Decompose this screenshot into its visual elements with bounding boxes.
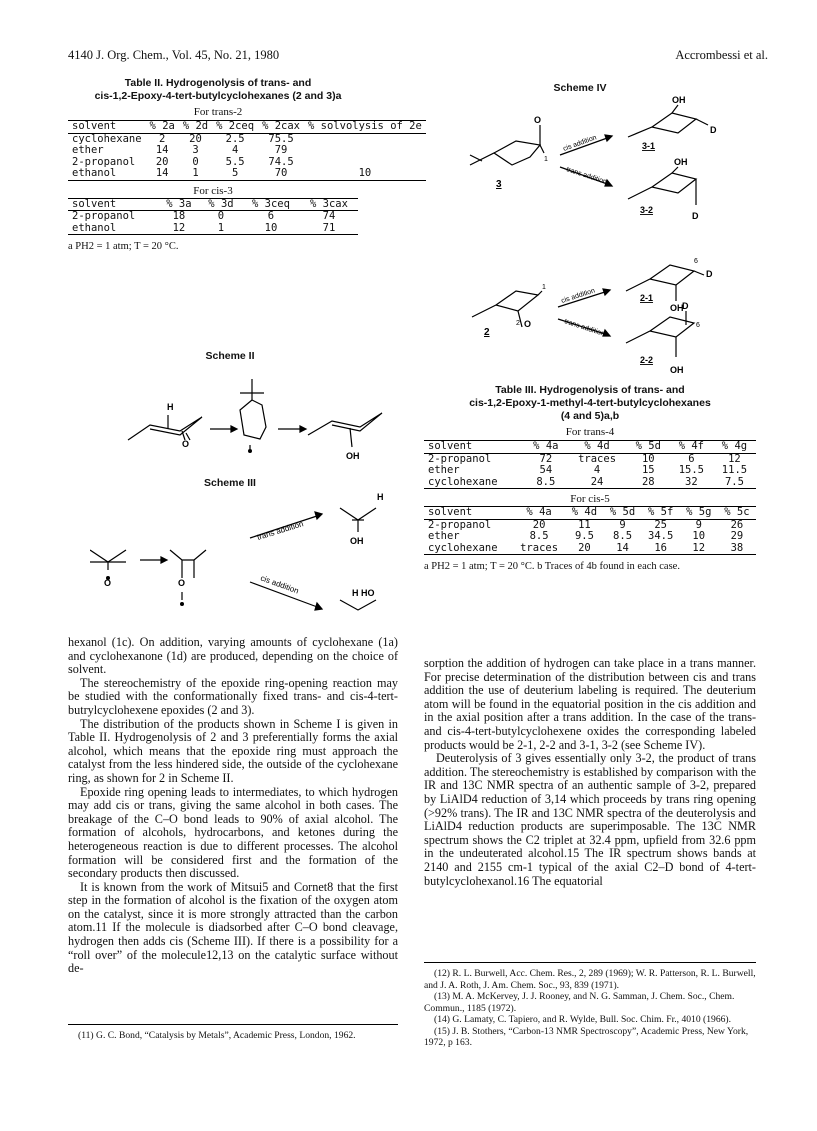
scheme-4-compound-2: 2: [484, 327, 490, 338]
table-3-trans-header-cell: % 5d: [627, 441, 670, 454]
table-2-trans-cell: 75.5: [268, 132, 294, 145]
scheme-4-trans-addition-1: trans addition: [565, 166, 608, 186]
table-3-cis-cell: cyclohexane: [424, 543, 513, 555]
scheme-4-d-label-22: D: [682, 301, 689, 311]
table-2-cis-cell: ethanol: [68, 223, 158, 235]
table-2-trans-cell: ethanol: [68, 168, 146, 180]
table-2-cis-header-cell: solvent: [68, 198, 158, 211]
table-3-trans-cell: 24: [567, 477, 626, 489]
table-2-cis-cell: 2-propanol: [72, 210, 136, 222]
table-3-cis-cell: 20: [565, 543, 603, 555]
table-3-trans-cell: 11.5: [721, 464, 748, 476]
left-paragraph-1: hexanol (1c). On addition, varying amounts of cyclohexane (1a) and cyclohexanone (1d) are produced, depending on the choice of solvent.: [68, 635, 398, 677]
table-3-caption-line1: Table III. Hydrogenolysis of trans- and: [495, 384, 685, 396]
table-3-trans-cell: 4: [593, 464, 601, 476]
table-2-trans-cell: [304, 133, 426, 145]
table-3-trans-cell: 54: [539, 464, 553, 476]
table-2-caption-line1: Table II. Hydrogenolysis of trans- and: [124, 77, 312, 89]
table-3-trans-cell: 2-propanol: [428, 452, 492, 465]
table-2-trans-row: [68, 145, 426, 157]
table-2-cis-cell: 10: [242, 223, 300, 235]
scheme-4-oh-label-31: OH: [672, 95, 686, 105]
authors: Accrombessi et al.: [675, 48, 768, 62]
table-3-cis-cell: 10: [692, 530, 706, 542]
table-2-cis-cell: 71: [300, 223, 358, 235]
table-2-cis-header-cell: % 3cax: [300, 198, 358, 211]
scheme-4-compound-2-1: 2-1: [640, 293, 654, 303]
table-2-trans-row: [68, 168, 426, 180]
scheme-2-o-label: O: [182, 439, 190, 449]
table-2: [68, 77, 422, 253]
table-3-cis-cell: 26: [730, 518, 744, 531]
scheme-3-h-label: H: [377, 492, 384, 502]
scheme-4-diagram: [460, 95, 760, 380]
left-paragraph-3: The distribution of the products shown in Scheme I is given in Table II. Hydrogenolysis of 2 and 3 preferentially forms the axial alcohol, which means that the epoxide ring must approach the catalyst from the less hindered side, the outside of the cyclohexane ring, as shown for 2 in Scheme II.: [68, 716, 398, 785]
table-2-trans-cell: 1: [179, 168, 212, 180]
table-3-cis-cell: 29: [730, 530, 744, 542]
table-3-trans-header-row: [424, 441, 756, 454]
table-2-trans-header-cell: % 2a: [146, 121, 179, 134]
table-2-trans-cell: 2: [159, 132, 166, 145]
table-3-trans-header-cell: % 4d: [567, 441, 626, 454]
right-paragraph-2: Deuterolysis of 3 gives essentially only 3-2, the product of trans addition. The stereochemistry is established by comparison with the IR and 13C NMR spectra of an authentic sample of 3-2, prepared by LiAlD4 reduction of 3,14 which proceeds by trans ring opening (>92% trans). The IR and 13C NMR spectra of the deuterolysis and LiAlD4 reduction products are superimposable. The 13C NMR spectrum shows the C2 triplet at 32.4 ppm, upfield from 32.6 ppm in the undeuterated alcohol.15 The IR spectrum shows bands at 2140 and 2155 cm-1 typical of the axial C2–D bond of 4-tert-butylcyclohexanol.16 The equatorial: [424, 751, 756, 888]
table-2-trans-cell: 3: [192, 144, 199, 156]
scheme-4-d-label-32: D: [692, 211, 699, 221]
table-2-trans-cell: cyclohexane: [72, 132, 142, 145]
table-3: [424, 384, 756, 573]
footnote-15: (15) J. B. Stothers, “Carbon-13 NMR Spectroscopy”, Academic Press, New York, 1972, p 163.: [424, 1025, 749, 1048]
table-2-cis-row: [68, 223, 358, 235]
table-2-trans-header-cell: % 2d: [179, 121, 212, 134]
table-3-cis-cell: 12: [680, 543, 718, 555]
table-3-trans-header-cell: % 4a: [524, 441, 567, 454]
table-2-trans-cell: 0: [192, 155, 199, 168]
scheme-4-compound-3: 3: [496, 179, 502, 190]
scheme-4-oh-label-32: OH: [674, 157, 688, 167]
scheme-2-h-label: H: [167, 402, 174, 412]
table-2-caption-line2: cis-1,2-Epoxy-4-tert-butylcyclohexanes (2 and 3)a: [94, 90, 342, 102]
table-3-trans-cell: ether: [428, 464, 460, 476]
right-paragraph-1: sorption the addition of hydrogen can take place in a trans manner. For precise determination of the distribution between cis and trans addition the use of deuterium labeling is required. The deuterium atom will be found in the equatorial position in the cis addition and in the axial position after a trans addition. In the case of the trans- and cis-4-tert-butylcyclohexene oxides the corresponding labeled products would be 2-1, 2-2 and 3-1, 3-2 (see Scheme IV).: [424, 656, 756, 752]
scheme-4-o-label-2: O: [524, 319, 532, 329]
table-3-trans-label: For trans-4: [565, 426, 615, 438]
left-paragraph-5: It is known from the work of Mitsui5 and Cornet8 that the first step in the formation of alcohol is the fixation of the oxygen atom on the catalyst, since it is more strongly attracted than the carbon atom.11 If the molecule is diadsorbed after C–O bond cleavage, hydrogen then adds cis (Scheme III). If there is a possibility for a “roll over” of the molecule12,13 on the catalytic surface without de-: [68, 879, 398, 976]
table-2-trans-cell: 10: [304, 168, 426, 180]
scheme-4-cis-addition-1: cis addition: [562, 134, 598, 153]
table-2-cis-cell: 18: [172, 210, 186, 222]
table-3-caption-line2: cis-1,2-Epoxy-1-methyl-4-tert-butylcyclohexanes: [469, 397, 711, 409]
table-2-footnote: a PH2 = 1 atm; T = 20 °C.: [68, 241, 179, 252]
table-2-cis-row: [68, 211, 358, 223]
table-3-cis-header-cell: % 4a: [513, 507, 566, 520]
scheme-4-num-6b: 6: [696, 322, 700, 329]
scheme-4-oh-label-21: OH: [670, 303, 684, 313]
table-2-trans-cell: 74.5: [268, 155, 294, 168]
table-2-trans-cell: ether: [72, 144, 104, 156]
table-3-trans-cell: 72: [539, 452, 553, 465]
scheme-4-compound-2-2: 2-2: [640, 355, 654, 365]
scheme-2-diagram: [110, 365, 390, 475]
table-2-trans-cell: 4: [231, 144, 239, 156]
table-2-cis-header-cell: % 3ceq: [242, 198, 300, 211]
table-2-trans-header-cell: % 2cax: [258, 121, 304, 134]
table-3-cis-header-row: [424, 507, 756, 520]
footnote-14: (14) G. Lamaty, C. Tapiero, and R. Wylde, Bull. Soc. Chim. Fr., 4010 (1966).: [434, 1014, 732, 1025]
table-3-cis-cell: 8.5: [613, 530, 633, 542]
table-3-cis-cell: 8.5: [529, 530, 549, 542]
table-2-trans-cell: 20: [155, 155, 169, 168]
table-3-trans-cell: 12: [728, 452, 741, 465]
footnote-13: (13) M. A. McKervey, J. J. Rooney, and N. G. Samman, J. Chem. Soc., Chem. Commun., 1185 (1972).: [424, 991, 735, 1014]
table-2-trans-cell: 20: [189, 132, 202, 145]
table-3-cis-cell: 11: [578, 518, 591, 531]
table-3-cis-cell: 2-propanol: [428, 518, 492, 531]
table-3-cis-header-cell: % 5d: [603, 507, 641, 520]
left-paragraph-4: Epoxide ring opening leads to intermediates, to which hydrogen may add cis or trans, giving the same alcohol in both cases. The breakage of the C–O bond leads to 90% of axial alcohol. The formation of alcohols, hydrocarbons, and ketones during the heterogeneous reaction is due to different processes. The alcohol formation will be considered first and the formation of the secondary products then discussed.: [68, 784, 398, 881]
table-3-cis-cell: 9.5: [574, 530, 594, 542]
table-3-cis: [424, 506, 756, 555]
table-3-cis-cell: 16: [642, 543, 680, 555]
scheme-3-diagram: [90, 490, 400, 630]
footnote-12: (12) R. L. Burwell, Acc. Chem. Res., 2, 289 (1969); W. R. Patterson, R. L. Burwell, and J. A. Roth, J. Am. Chem. Soc., 93, 839 (1971).: [424, 968, 756, 991]
table-3-trans-cell: 15: [641, 464, 655, 476]
table-3-trans-cell: 6: [688, 452, 695, 465]
table-2-trans-header-cell: solvent: [68, 121, 146, 134]
table-3-trans-row: [424, 453, 756, 465]
table-3-trans-row: [424, 465, 756, 477]
table-3-cis-header-cell: % 5g: [680, 507, 718, 520]
table-3-cis-header-cell: % 4d: [565, 507, 603, 520]
table-2-cis-cell: 0: [217, 210, 225, 222]
table-2-trans-cell: [304, 145, 426, 157]
footnote-11: (11) G. C. Bond, “Catalysis by Metals”, Academic Press, London, 1962.: [78, 1030, 356, 1041]
table-2-trans-header-cell: % solvolysis of 2e: [304, 121, 426, 134]
table-2-trans-cell: 70: [258, 168, 304, 180]
table-3-trans-cell: 8.5: [524, 477, 567, 489]
table-3-cis-cell: 14: [603, 543, 641, 555]
table-2-trans-label: For trans-2: [193, 106, 243, 118]
table-3-trans-cell: 28: [627, 477, 670, 489]
scheme-4-compound-3-1: 3-1: [642, 141, 656, 151]
scheme-3-oh-label: OH: [350, 536, 364, 546]
scheme-4-compound-3-2: 3-2: [640, 205, 654, 215]
table-2-trans-row: [68, 157, 426, 169]
scheme-3-o-label-2: O: [178, 578, 186, 588]
table-3-trans-cell: cyclohexane: [424, 477, 524, 489]
right-body-text: [424, 657, 756, 888]
table-2-cis-cell: 74: [322, 210, 336, 222]
table-3-footnote: a PH2 = 1 atm; T = 20 °C. b Traces of 4b found in each case.: [424, 561, 680, 572]
journal-citation: 4140 J. Org. Chem., Vol. 45, No. 21, 1980: [68, 48, 280, 62]
scheme-4-title: Scheme IV: [553, 82, 607, 94]
scheme-4-o-label-3: O: [534, 115, 542, 125]
scheme-4-num-1b: 1: [542, 284, 546, 291]
table-3-trans: [424, 440, 756, 489]
table-3-trans-cell: 7.5: [713, 477, 756, 489]
table-2-trans-cell: 14: [155, 144, 169, 156]
scheme-2-title: Scheme II: [205, 350, 255, 362]
table-2-trans-header-row: [68, 121, 426, 134]
table-3-cis-header-cell: % 5f: [642, 507, 680, 520]
scheme-4-num-6a: 6: [694, 258, 698, 265]
table-3-trans-row: [424, 477, 756, 489]
table-3-cis-header-cell: % 5c: [718, 507, 756, 520]
table-2-trans: [68, 120, 426, 181]
scheme-3-o-label-1: O: [104, 578, 112, 588]
table-2-trans-header-cell: % 2ceq: [212, 121, 258, 134]
scheme-3-hho-label: H HO: [352, 588, 375, 598]
table-2-trans-cell: 5: [212, 168, 258, 180]
table-2-cis-label: For cis-3: [193, 184, 233, 197]
table-3-cis-cell: 9: [619, 518, 626, 531]
table-3-cis-header-cell: solvent: [424, 507, 513, 520]
table-3-cis-cell: ether: [428, 530, 460, 542]
scheme-3-title: Scheme III: [204, 477, 256, 489]
table-2-trans-row: [68, 133, 426, 145]
table-3-cis-cell: 34.5: [648, 530, 674, 542]
table-2-cis-cell: 6: [267, 210, 275, 222]
table-2-trans-cell: 79: [274, 144, 288, 156]
table-2-trans-cell: 14: [146, 168, 179, 180]
table-3-trans-cell: 15.5: [678, 464, 704, 476]
right-footnote-rule: [424, 962, 756, 963]
scheme-4-num-1a: 1: [544, 156, 548, 163]
left-footnotes: [68, 1030, 398, 1042]
table-2-cis-cell: 12: [158, 223, 200, 235]
table-3-cis-row: [424, 531, 756, 543]
scheme-4-num-2: 2: [516, 320, 520, 327]
scheme-4-d-label-21: D: [706, 269, 713, 279]
table-3-trans-header-cell: % 4g: [713, 441, 756, 454]
table-2-cis-cell: 1: [200, 223, 242, 235]
table-3-trans-cell: 32: [670, 477, 713, 489]
left-footnote-rule: [68, 1024, 398, 1025]
scheme-3-cis-addition: cis addition: [259, 573, 301, 596]
left-paragraph-2: The stereochemistry of the epoxide ring-opening reaction may be studied with the conformationally fixed trans- and cis-4-tert-butrylcyclohexene epoxides (2 and 3).: [68, 675, 398, 717]
table-2-cis: [68, 198, 358, 236]
table-3-cis-cell: 25: [654, 518, 667, 531]
table-2-trans-cell: 2.5: [225, 132, 245, 145]
table-3-caption-line3: (4 and 5)a,b: [560, 410, 620, 422]
table-3-trans-cell: 10: [641, 452, 655, 465]
table-2-cis-header-row: [68, 198, 358, 211]
table-3-trans-header-cell: solvent: [424, 441, 524, 454]
scheme-3-trans-addition: trans addition: [255, 519, 305, 542]
left-body-text: [68, 636, 398, 976]
right-footnotes: [424, 968, 756, 1049]
table-2-cis-header-cell: % 3a: [158, 198, 200, 211]
scheme-4-cis-addition-2: cis addition: [560, 287, 596, 305]
scheme-4-oh-label-22: OH: [670, 365, 684, 375]
table-2-trans-cell: 2-propanol: [72, 155, 136, 168]
table-3-cis-cell: 38: [718, 543, 756, 555]
table-3-trans-cell: traces: [578, 452, 617, 465]
table-3-cis-cell: 9: [695, 518, 702, 531]
table-3-cis-label: For cis-5: [570, 493, 610, 505]
scheme-4-trans-addition-2: trans addition: [563, 318, 606, 338]
table-2-cis-header-cell: % 3d: [200, 198, 242, 211]
scheme-2-oh-label: OH: [346, 451, 360, 461]
table-2-trans-cell: 5.5: [225, 155, 245, 168]
scheme-4-d-label-31: D: [710, 125, 717, 135]
table-3-cis-row: [424, 543, 756, 555]
table-3-trans-header-cell: % 4f: [670, 441, 713, 454]
table-3-cis-cell: 20: [532, 518, 546, 531]
table-3-cis-cell: traces: [513, 543, 566, 555]
